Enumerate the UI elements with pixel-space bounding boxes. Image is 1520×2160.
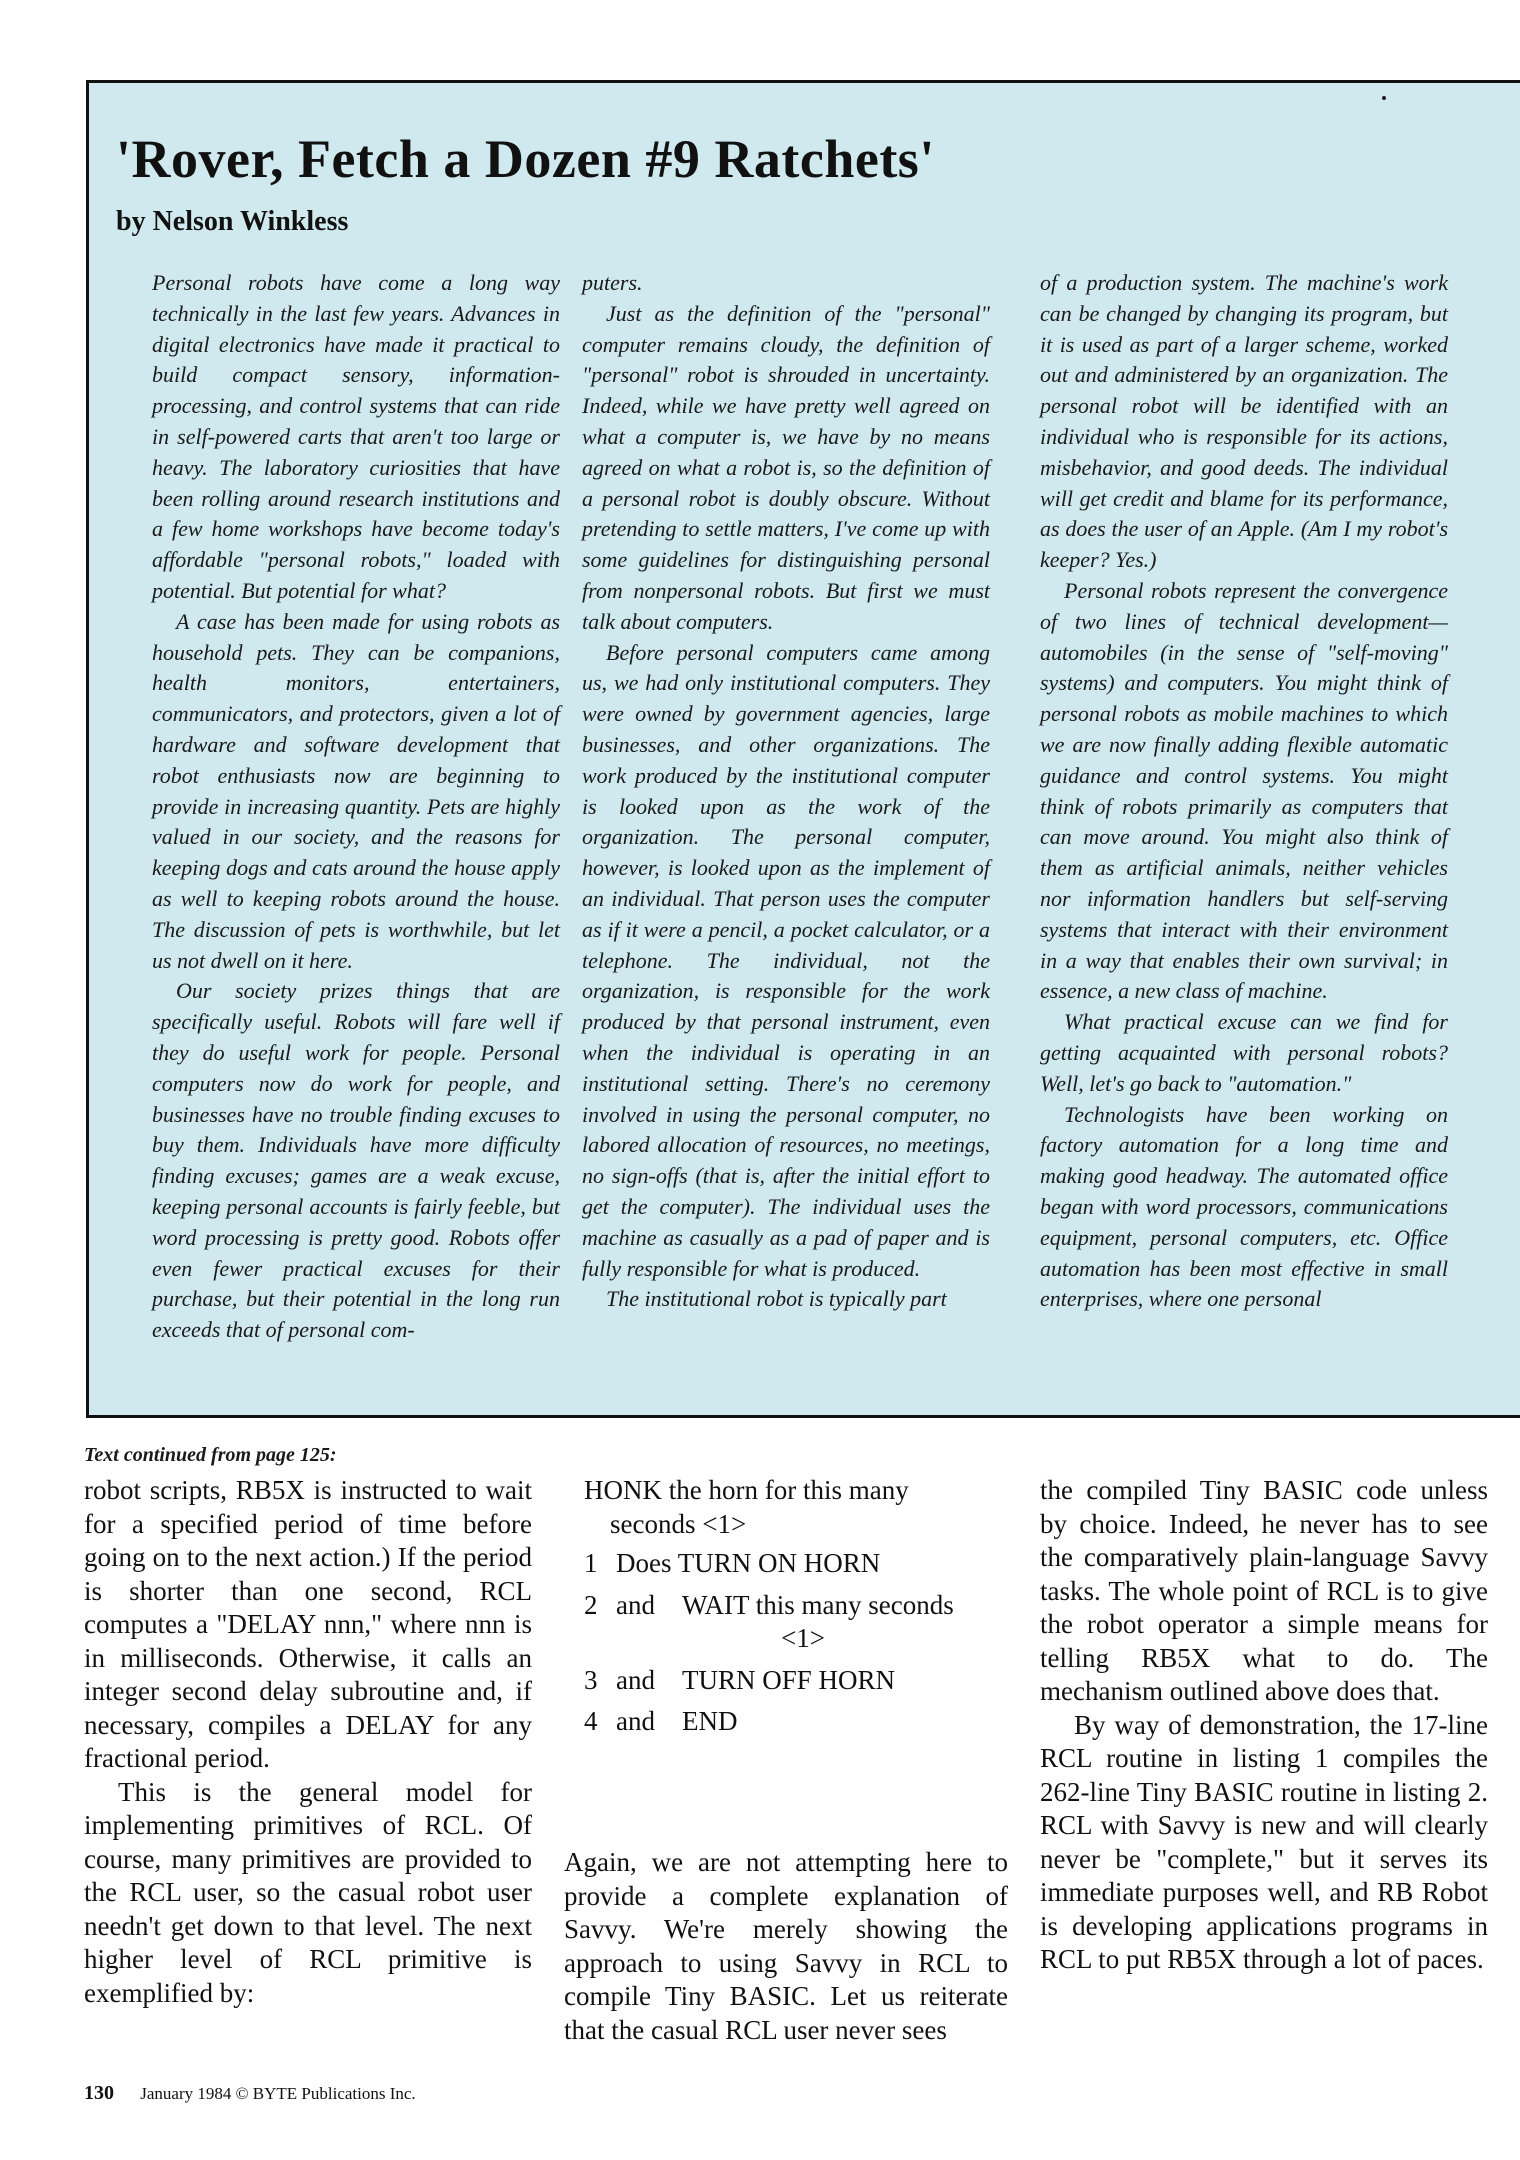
sidebar-column-1 <box>152 268 560 1346</box>
step-action: Does TURN ON HORN <box>616 1548 881 1578</box>
article-paragraph: robot scripts, RB5X is instructed to wait for a specified period of time before going on to the next action.) If the period is shorter than one second, RCL computes a "DELAY nnn," where nnn is in milliseconds. Otherwise, it calls an integer second delay subroutine and, if necessary, compiles a DELAY for any fractional period. <box>84 1475 532 1773</box>
step-number: 2 <box>584 1589 598 1620</box>
article-headline: 'Rover, Fetch a Dozen #9 Ratchets' <box>116 129 935 189</box>
honk-listing-header <box>584 1474 1014 1541</box>
sidebar-paragraph: puters. <box>582 270 643 295</box>
print-speck <box>1382 96 1386 100</box>
step-number: 3 <box>584 1664 598 1695</box>
honk-header-line: HONK the horn for this many <box>584 1475 909 1505</box>
sidebar-paragraph: A case has been made for using robots as household pets. They can be companions, health monitors, entertainers, communicators, and protectors, given a lot of hardware and software development that robot enthusiasts now are beginning to provide in increasing quantity. Pets are highly valued in our society, and the reasons for keeping dogs and cats around the house apply as well to keeping robots around the house. The discussion of pets is worthwhile, but let us not dwell on it here. <box>152 608 560 973</box>
sidebar-paragraph: Personal robots represent the convergence of two lines of technical development—automobiles (in the sense of "self-moving" systems) and computers. You might think of personal robots as mobile machines to which we are now finally adding flexible automatic guidance and control systems. You might think of robots primarily as computers that can move around. You might also think of them as artificial animals, neither vehicles nor information handlers but self-serving systems that interact with their environment in a way that enables their own survival; in essence, a new class of machine. <box>1040 577 1448 1004</box>
sidebar-paragraph: Technologists have been working on factory automation for a long time and making good headway. The automated office began with word processors, communications equipment, personal computers, etc. Office automation has been most effective in small enterprises, where one personal <box>1040 1101 1448 1312</box>
sidebar-paragraph: What practical excuse can we find for getting acquainted with personal robots? Well, let's go back to "automation." <box>1040 1009 1448 1096</box>
sidebar-paragraph: The institutional robot is typically part <box>606 1286 947 1312</box>
honk-steps <box>584 1547 1014 1739</box>
step-action: WAIT this many seconds <box>682 1589 954 1620</box>
honk-listing <box>584 1474 1014 1747</box>
sidebar-paragraph: Just as the definition of the "personal" computer remains cloudy, the definition of "personal" robot is shrouded in uncertainty. Indeed, while we have pretty well agreed on what a computer is, we have by no means agreed on what a robot is, so the definition of a personal robot is doubly obscure. Without pretending to settle matters, I've come up with some guidelines for distinguishing personal from nonpersonal robots. But first we must talk about computers. <box>582 300 990 634</box>
step-number: 4 <box>584 1706 598 1736</box>
honk-step <box>584 1664 1014 1698</box>
issue-credit: January 1984 © BYTE Publications Inc. <box>140 2084 416 2103</box>
step-action-wrapper <box>682 1589 1014 1656</box>
sidebar-column-2 <box>582 268 990 1315</box>
step-conjunction: and <box>616 1664 655 1695</box>
sidebar-paragraph: Our society prizes things that are specifically useful. Robots will fare well if they do useful work for people. Personal computers now do work for people, and businesses have no trouble finding excuses to buy them. Individuals have more difficulty finding excuses; games are a weak excuse, keeping personal accounts is fairly feeble, but word processing is pretty good. Robots offer even fewer practical excuses for their purchase, but their potential in the long run exceeds that of personal com- <box>152 978 560 1343</box>
honk-header-line: seconds <1> <box>610 1508 747 1539</box>
step-number: 1 <box>584 1548 598 1578</box>
sidebar-column-3 <box>1040 268 1448 1315</box>
article-column-3 <box>1040 1474 1488 1977</box>
step-action: TURN OFF HORN <box>682 1664 896 1695</box>
step-conjunction: and <box>616 1589 655 1620</box>
honk-step <box>584 1705 1014 1739</box>
author-byline: by Nelson Winkless <box>116 206 349 237</box>
page-number: 130 <box>84 2082 114 2104</box>
article-paragraph: By way of demonstration, the 17-line RCL routine in listing 1 compiles the 262-line Tiny BASIC routine in listing 2. RCL with Savvy is new and will clearly never be "complete," but it serves its immediate purposes well, and RB Robot is developing applications programs in RCL to put RB5X through a lot of paces. <box>1040 1709 1488 1974</box>
continued-from-note: Text continued from page 125: <box>84 1444 337 1466</box>
honk-step <box>584 1589 1014 1656</box>
article-paragraph: This is the general model for implementing primitives of RCL. Of course, many primitives are provided to the RCL user, so the casual robot user needn't get down to that level. The next higher level of RCL primitive is exemplified by: <box>84 1776 532 2008</box>
article-column-2 <box>564 1846 1008 2047</box>
page-footer <box>84 2082 416 2105</box>
article-column-1 <box>84 1474 532 2010</box>
article-paragraph: the compiled Tiny BASIC code unless by choice. Indeed, he never has to see the comparatively plain-language Savvy tasks. The whole point of RCL is to give the robot operator a simple means for telling RB5X what to do. The mechanism outlined above does that. <box>1040 1475 1488 1706</box>
honk-step <box>584 1547 1014 1581</box>
step-action: END <box>682 1706 738 1736</box>
step-action-continued: <1> <box>781 1623 825 1653</box>
article-paragraph: Again, we are not attempting here to provide a complete explanation of Savvy. We're merely showing the approach to using Savvy in RCL to compile Tiny BASIC. Let us reiterate that the casual RCL user never sees <box>564 1847 1008 2045</box>
step-conjunction: and <box>616 1706 655 1736</box>
sidebar-paragraph: Before personal computers came among us, we had only institutional computers. They were owned by government agencies, large businesses, and other organizations. The work produced by the institutional computer is looked upon as the work of the organization. The personal computer, however, is looked upon as the implement of an individual. That person uses the computer as if it were a pencil, a pocket calculator, or a telephone. The individual, not the organization, is responsible for the work produced by that personal instrument, even when the individual is operating in an institutional setting. There's no ceremony involved in using the personal computer, no labored allocation of resources, no meetings, no sign-offs (that is, after the initial effort to get the computer). The individual uses the machine as casually as a pad of paper and is fully responsible for what is produced. <box>582 639 990 1281</box>
sidebar-paragraph: of a production system. The machine's work can be changed by changing its program, but it is used as part of a larger scheme, worked out and administered by an organization. The personal robot will be identified with an individual who is responsible for its actions, misbehavior, and good deeds. The individual will get credit and blame for its performance, as does the user of an Apple. (Am I my robot's keeper? Yes.) <box>1040 270 1448 573</box>
sidebar-paragraph: Personal robots have come a long way technically in the last few years. Advances in digital electronics have made it practical to build compact sensory, information-processing, and control systems that can ride in self-powered carts that aren't too large or heavy. The laboratory curiosities that have been rolling around research institutions and a few home workshops have become today's affordable "personal robots," loaded with potential. But potential for what? <box>152 270 560 603</box>
